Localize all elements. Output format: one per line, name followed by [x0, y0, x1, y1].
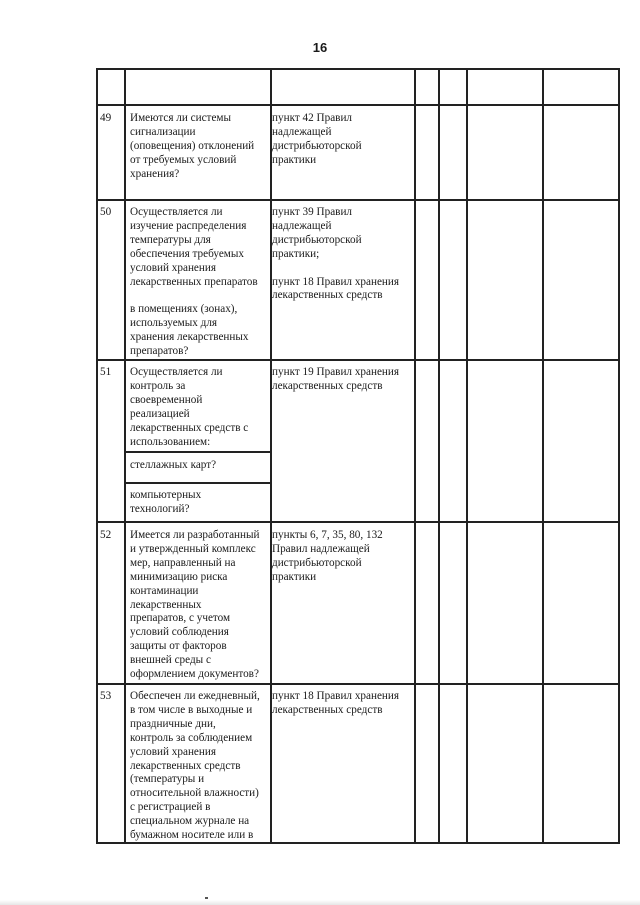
column-divider	[466, 68, 468, 844]
row-question: Обеспечен ли ежедневный, в том числе в выходные и праздничные дни, контроль за соблюдением условий хранения лекарственных средств (температуры и относительной влажности) с регистрацией в специальном журнале на бумажном носителе или в	[130, 690, 260, 842]
row-sub-item: компьютерных технологий?	[130, 489, 202, 515]
row-number: 49	[100, 112, 112, 124]
row-question: Имеется ли разработанный и утвержденный комплекс мер, направленный на минимизацию риска контаминации лекарственных препаратов, с учетом условий соблюдения защиты от факторов внешней среды с оформлением документов?	[130, 529, 260, 681]
row-number: 52	[100, 529, 112, 541]
row-number: 50	[100, 206, 112, 218]
column-divider	[438, 68, 440, 844]
subrow-divider	[124, 482, 270, 484]
column-divider	[414, 68, 416, 844]
column-divider	[542, 68, 544, 844]
table-border-right	[618, 68, 620, 844]
row-question: Осуществляется ли контроль за своевременной реализацией лекарственных средств с использованием:	[130, 366, 249, 448]
scan-speck	[205, 897, 208, 899]
row-reference: пункт 18 Правил хранения лекарственных средств	[272, 690, 400, 716]
row-reference: пункт 19 Правил хранения лекарственных средств	[272, 366, 400, 392]
row-question: Имеются ли системы сигнализации (оповещения) отклонений от требуемых условий хранения?	[130, 112, 255, 180]
row-reference: пункты 6, 7, 35, 80, 132 Правил надлежащей дистрибьюторской практики	[272, 529, 383, 583]
row-number: 51	[100, 366, 112, 378]
column-divider	[124, 68, 126, 844]
subrow-divider	[124, 451, 270, 453]
table-border-left	[96, 68, 98, 844]
column-divider	[270, 68, 272, 844]
row-reference: пункт 42 Правил надлежащей дистрибьюторской практики	[272, 112, 362, 166]
page-edge-shadow	[0, 900, 640, 905]
page-number: 16	[312, 40, 328, 55]
row-sub-item: стеллажных карт?	[130, 459, 217, 471]
row-number: 53	[100, 690, 112, 702]
checklist-table	[96, 68, 620, 844]
row-question: Осуществляется ли изучение распределения температуры для обеспечения требуемых условий хранения лекарственных препаратов в помещениях (зонах), используемых для хранения лекарственных препаратов?	[130, 206, 258, 358]
row-reference: пункт 39 Правил надлежащей дистрибьюторской практики; пункт 18 Правил хранения лекарственных средств	[272, 206, 400, 302]
